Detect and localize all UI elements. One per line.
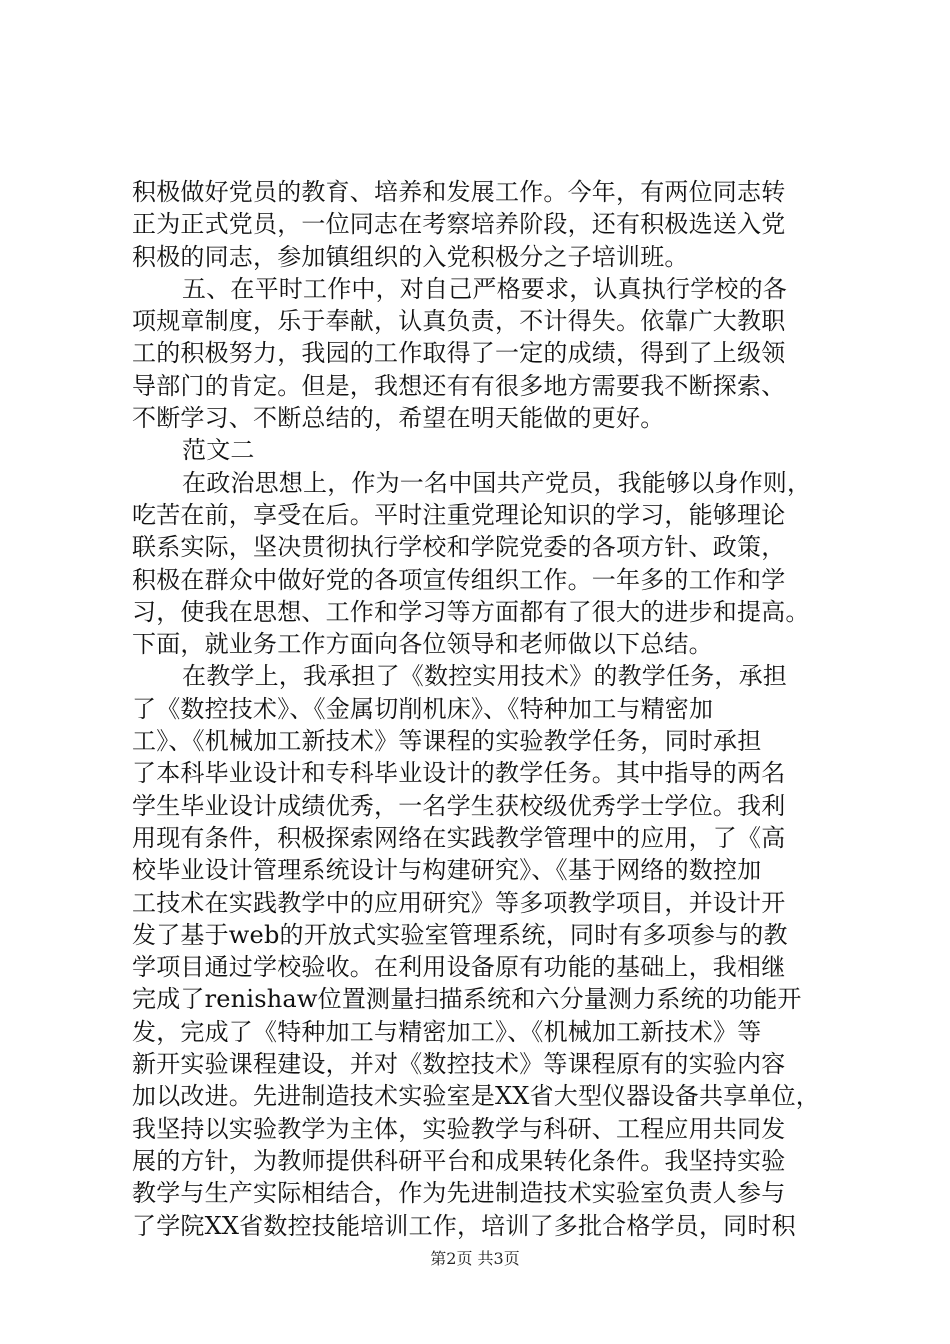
text-line: 不断学习、不断总结的，希望在明天能做的更好。 bbox=[132, 404, 665, 433]
page-number-footer: 第2页 共3页 bbox=[430, 1249, 520, 1268]
paragraph-start-line: 五、在平时工作中，对自己严格要求，认真执行学校的各 bbox=[182, 274, 787, 303]
text-line: 工》、《机械加工新技术》等课程的实验教学任务，同时承担 bbox=[132, 727, 762, 756]
text-line: 学生毕业设计成绩优秀，一名学生获校级优秀学士学位。我利 bbox=[132, 791, 786, 820]
text-line: 了本科毕业设计和专科毕业设计的教学任务。其中指导的两名 bbox=[132, 759, 786, 788]
text-line: 展的方针，为教师提供科研平台和成果转化条件。我坚持实验 bbox=[132, 1146, 786, 1175]
text-line: 完成了renishaw位置测量扫描系统和六分量测力系统的功能开 bbox=[132, 985, 802, 1014]
text-line: 加以改进。先进制造技术实验室是XX省大型仪器设备共享单位， bbox=[132, 1082, 820, 1111]
text-line: 工技术在实践教学中的应用研究》等多项教学项目，并设计开 bbox=[132, 888, 786, 917]
text-line: 学项目通过学校验收。在利用设备原有功能的基础上，我相继 bbox=[132, 953, 786, 982]
text-line: 项规章制度，乐于奉献，认真负责，不计得失。依靠广大教职 bbox=[132, 307, 786, 336]
text-line: 吃苦在前，享受在后。平时注重党理论知识的学习，能够理论 bbox=[132, 500, 786, 529]
paragraph-start-line: 在政治思想上，作为一名中国共产党员，我能够以身作则， bbox=[182, 468, 812, 497]
text-line: 校毕业设计管理系统设计与构建研究》、《基于网络的数控加 bbox=[132, 856, 762, 885]
text-line: 了《数控技术》、《金属切削机床》、《特种加工与精密加 bbox=[132, 694, 714, 723]
text-line: 发了基于web的开放式实验室管理系统，同时有多项参与的教 bbox=[132, 920, 788, 949]
text-line: 习，使我在思想、工作和学习等方面都有了很大的进步和提高。 bbox=[132, 597, 810, 626]
text-line: 下面，就业务工作方面向各位领导和老师做以下总结。 bbox=[132, 630, 713, 659]
paragraph-start-line: 在教学上，我承担了《数控实用技术》的教学任务，承担 bbox=[182, 662, 787, 691]
text-line: 积极的同志，参加镇组织的入党积极分之子培训班。 bbox=[132, 242, 689, 271]
text-line: 积极在群众中做好党的各项宣传组织工作。一年多的工作和学 bbox=[132, 565, 786, 594]
text-line: 新开实验课程建设，并对《数控技术》等课程原有的实验内容 bbox=[132, 1050, 786, 1079]
document-body bbox=[132, 176, 832, 1242]
section-heading: 范文二 bbox=[182, 436, 255, 465]
text-line: 用现有条件，积极探索网络在实践教学管理中的应用，了《高 bbox=[132, 823, 786, 852]
text-line: 了学院XX省数控技能培训工作，培训了多批合格学员，同时积 bbox=[132, 1211, 796, 1240]
text-line: 工的积极努力，我园的工作取得了一定的成绩，得到了上级领 bbox=[132, 339, 786, 368]
text-line: 正为正式党员，一位同志在考察培养阶段，还有积极选送入党 bbox=[132, 210, 786, 239]
text-line: 我坚持以实验教学为主体，实验教学与科研、工程应用共同发 bbox=[132, 1114, 786, 1143]
text-line: 积极做好党员的教育、培养和发展工作。今年，有两位同志转 bbox=[132, 178, 786, 206]
text-line: 教学与生产实际相结合，作为先进制造技术实验室负责人参与 bbox=[132, 1179, 786, 1208]
text-line: 联系实际，坚决贯彻执行学校和学院党委的各项方针、政策， bbox=[132, 533, 786, 562]
text-line: 导部门的肯定。但是，我想还有有很多地方需要我不断探索、 bbox=[132, 371, 786, 400]
text-line: 发，完成了《特种加工与精密加工》、《机械加工新技术》等 bbox=[132, 1017, 762, 1046]
